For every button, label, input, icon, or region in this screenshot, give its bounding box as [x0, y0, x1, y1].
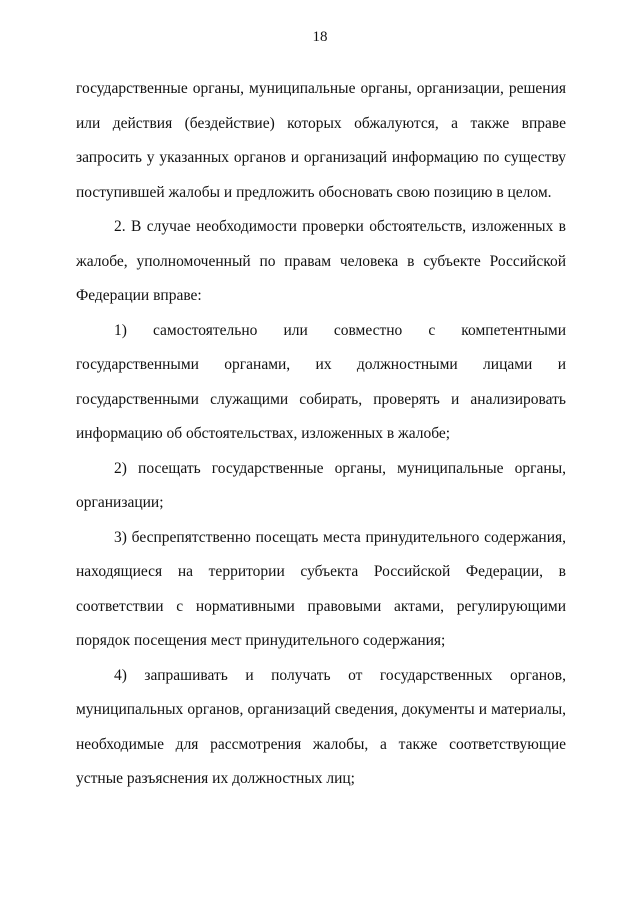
paragraph-subitem-1: 1) самостоятельно или совместно с компетентными государственными органами, их должностными лицами и государственными служащими собирать, проверять и анализировать информацию об обстоятельствах, изложенных в жалобе; [76, 321, 566, 442]
paragraph-subitem-3: 3) беспрепятственно посещать места принудительного содержания, находящиеся на территории субъекта Российской Федерации, в соответствии с нормативными правовыми актами, регулирующими порядок посещения мест принудительного содержания; [76, 528, 566, 649]
paragraph-item-2: 2. В случае необходимости проверки обстоятельств, изложенных в жалобе, уполномоченный по правам человека в субъекте Российской Федерации вправе: [76, 218, 566, 304]
paragraph-subitem-2: 2) посещать государственные органы, муниципальные органы, организации; [76, 459, 566, 511]
page-number: 18 [312, 29, 328, 45]
paragraph-continuation: государственные органы, муниципальные органы, организации, решения или действия (бездействие) которых обжалуются, а также вправе запросить у указанных органов и организаций информацию по существу поступившей жалобы и предложить обосновать свою позицию в целом. [76, 80, 566, 201]
paragraph-subitem-4: 4) запрашивать и получать от государственных органов, муниципальных органов, организаций сведения, документы и материалы, необходимые для рассмотрения жалобы, а также соответствующие устные разъяснения их должностных лиц; [76, 666, 566, 787]
document-body [76, 72, 566, 797]
